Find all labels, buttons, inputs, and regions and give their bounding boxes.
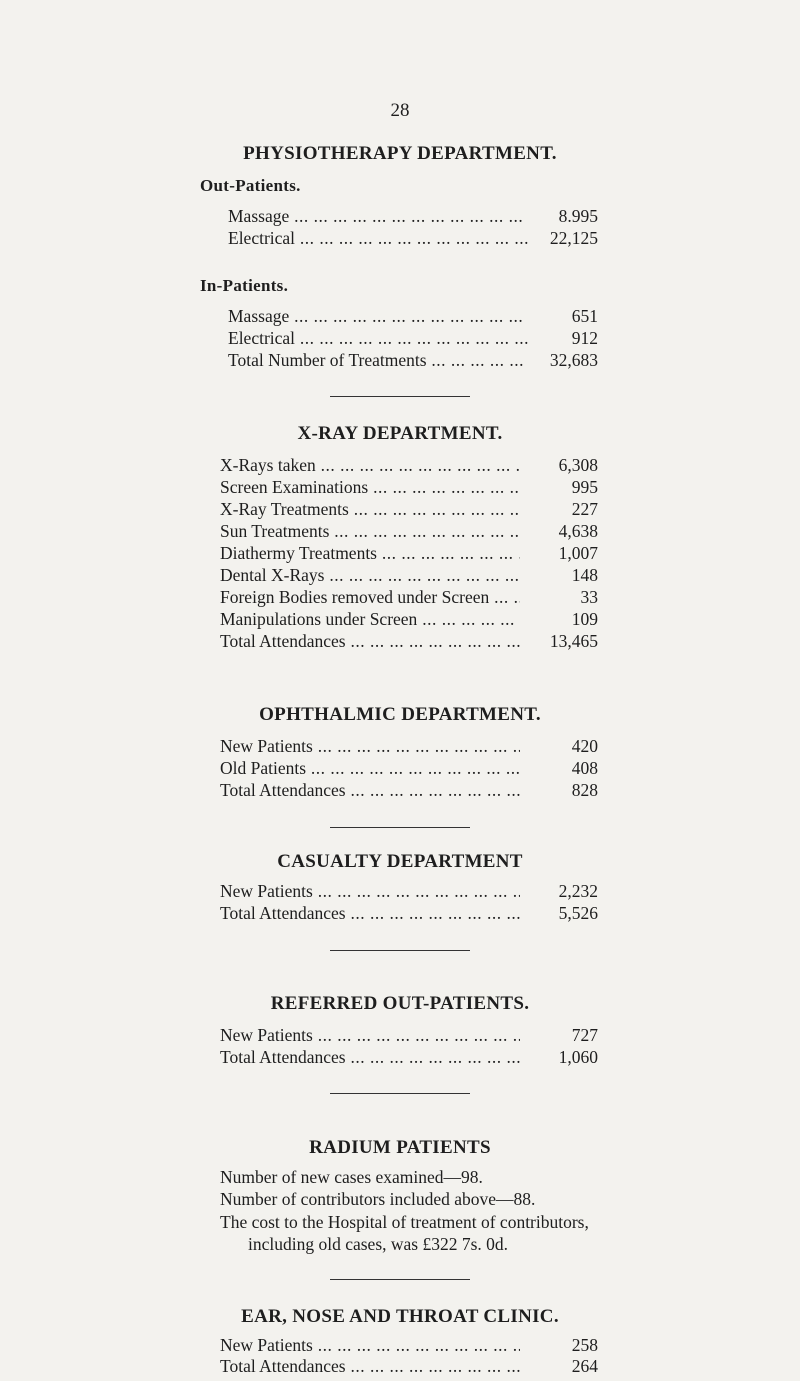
table-row — [220, 520, 598, 542]
table-row — [220, 880, 598, 902]
section-divider — [330, 396, 470, 397]
table-row — [220, 779, 598, 801]
xray-heading: X-RAY DEPARTMENT. — [297, 423, 503, 444]
row-value: 32,683 — [546, 349, 598, 371]
row-value: 651 — [568, 305, 598, 327]
row-label: Dental X-Rays ... . — [220, 564, 520, 586]
table-row — [228, 349, 598, 371]
row-label: Total Attendances ... . — [220, 902, 520, 924]
row-label: Massage ... . — [228, 305, 528, 327]
row-label: New Patients ... . — [220, 1334, 520, 1356]
row-value: 5,526 — [555, 902, 598, 924]
table-row — [220, 1046, 598, 1068]
row-value: 2,232 — [555, 880, 598, 902]
row-label: X-Ray Treatments ... . — [220, 498, 520, 520]
row-value: 6,308 — [555, 454, 598, 476]
row-value: 912 — [568, 327, 598, 349]
radium-line: including old cases, was £322 7s. 0d. — [248, 1234, 509, 1254]
table-row — [220, 454, 598, 476]
row-value: 109 — [568, 608, 598, 630]
row-label: Total Number of Treatments ... . — [228, 349, 528, 371]
row-label: Electrical ... . — [228, 327, 528, 349]
row-value: 1,007 — [555, 542, 598, 564]
row-label: Total Attendances ... . — [220, 779, 520, 801]
row-value: 408 — [568, 757, 598, 779]
row-label: Total Attendances ... . — [220, 1046, 520, 1068]
physiotherapy-heading: PHYSIOTHERAPY DEPARTMENT. — [243, 143, 557, 164]
radium-line: The cost to the Hospital of treatment of contributors, — [220, 1212, 589, 1232]
ophthalmic-heading: OPHTHALMIC DEPARTMENT. — [259, 704, 541, 725]
row-value: 828 — [568, 779, 598, 801]
table-row — [228, 227, 598, 249]
table-row — [220, 735, 598, 757]
table-row — [220, 1334, 598, 1356]
section-divider — [330, 950, 470, 951]
table-row — [220, 1355, 598, 1377]
radium-line: Number of new cases examined—98. — [220, 1167, 483, 1187]
row-value: 995 — [568, 476, 598, 498]
row-value: 1,060 — [555, 1046, 598, 1068]
row-label: X-Rays taken ... . — [220, 454, 520, 476]
row-label: New Patients ... . — [220, 1024, 520, 1046]
radium-heading: RADIUM PATIENTS — [309, 1137, 491, 1158]
row-value: 13,465 — [546, 630, 598, 652]
table-row — [228, 327, 598, 349]
section-divider — [330, 827, 470, 828]
table-row — [220, 1024, 598, 1046]
table-row — [220, 542, 598, 564]
table-row — [220, 630, 598, 652]
row-label: Total Attendances ... . — [220, 630, 520, 652]
radium-line: Number of contributors included above—88. — [220, 1189, 536, 1209]
table-row — [228, 305, 598, 327]
row-value: 8.995 — [555, 205, 598, 227]
row-label: Sun Treatments ... . — [220, 520, 520, 542]
row-label: Massage ... . — [228, 205, 528, 227]
row-value: 33 — [577, 586, 599, 608]
in-patients-subheading: In-Patients. — [200, 276, 289, 295]
row-label: Electrical ... . — [228, 227, 528, 249]
ent-heading: EAR, NOSE AND THROAT CLINIC. — [241, 1306, 559, 1327]
table-row — [220, 757, 598, 779]
row-label: Old Patients ... . — [220, 757, 520, 779]
row-label: Total Attendances ... . — [220, 1355, 520, 1377]
row-value: 22,125 — [546, 227, 598, 249]
section-divider — [330, 1279, 470, 1280]
page-number: 28 — [390, 100, 410, 121]
row-label: Screen Examinations ... . — [220, 476, 520, 498]
row-value: 264 — [568, 1355, 598, 1377]
row-label: New Patients ... . — [220, 735, 520, 757]
row-label: Foreign Bodies removed under Screen ... . — [220, 586, 520, 608]
row-label: Diathermy Treatments ... . — [220, 542, 520, 564]
row-value: 148 — [568, 564, 598, 586]
row-value: 227 — [568, 498, 598, 520]
row-value: 420 — [568, 735, 598, 757]
out-patients-subheading: Out-Patients. — [200, 176, 301, 195]
row-value: 258 — [568, 1334, 598, 1356]
referred-heading: REFERRED OUT-PATIENTS. — [270, 993, 530, 1014]
table-row — [228, 205, 598, 227]
row-value: 4,638 — [555, 520, 598, 542]
table-row — [220, 498, 598, 520]
section-divider — [330, 1093, 470, 1094]
row-value: 727 — [568, 1024, 598, 1046]
table-row — [220, 476, 598, 498]
table-row — [220, 902, 598, 924]
row-label: Manipulations under Screen ... . — [220, 608, 520, 630]
table-row — [220, 608, 598, 630]
table-row — [220, 586, 598, 608]
casualty-heading: CASUALTY DEPARTMENT — [277, 851, 523, 872]
table-row — [220, 564, 598, 586]
row-label: New Patients ... . — [220, 880, 520, 902]
